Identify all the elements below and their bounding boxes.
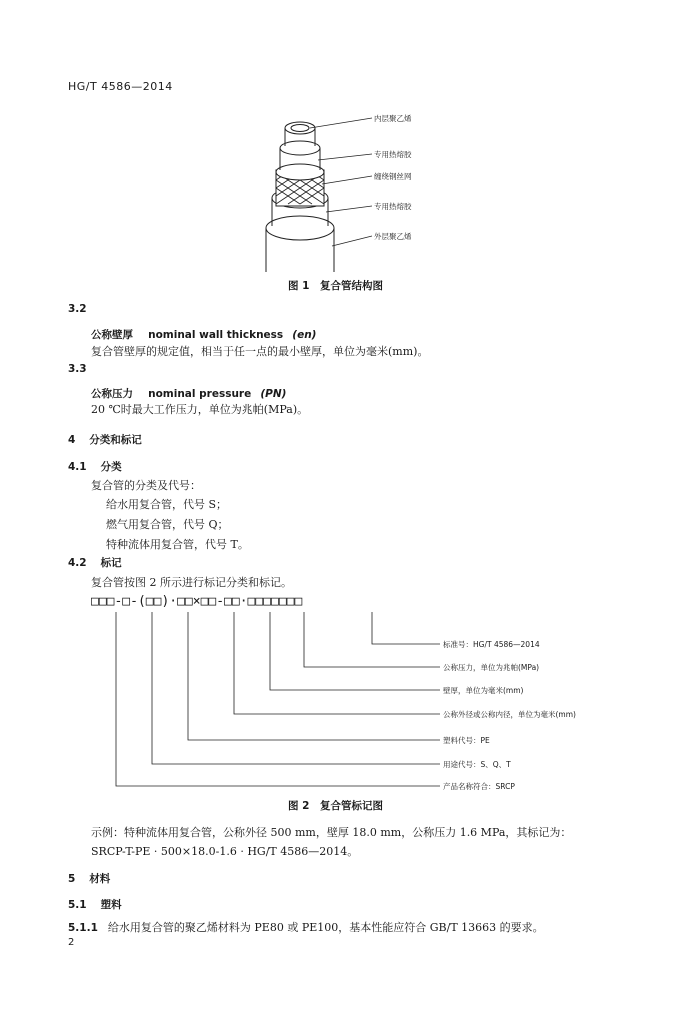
- figure1-caption: 图 1 复合管结构图: [288, 280, 383, 292]
- section-number: 4.2: [68, 557, 87, 569]
- page-number: 2: [68, 937, 75, 948]
- section-3-2-definition: 复合管壁厚的规定值，相当于任一点的最小壁厚，单位为毫米(mm)。: [91, 345, 429, 358]
- list-item: 特种流体用复合管，代号 T。: [106, 538, 249, 551]
- section-title: 分类: [100, 461, 122, 473]
- term-symbol: (en): [292, 329, 317, 341]
- fig1-label-adhesive-inner: 专用热熔胶: [374, 150, 412, 159]
- term-cn: 公称压力: [91, 388, 133, 400]
- section-number: 4: [68, 434, 76, 446]
- section-3-2-number: 3.2: [68, 303, 87, 315]
- section-number: 4.1: [68, 461, 87, 473]
- fig2-label-usage: 用途代号：S、Q、T: [443, 760, 511, 769]
- term-en: nominal pressure: [148, 388, 252, 400]
- fig2-label-plastic: 塑料代号：PE: [443, 736, 490, 745]
- fig2-label-standard: 标准号：HG/T 4586—2014: [443, 640, 540, 649]
- section-3-3-definition: 20 ℃时最大工作压力，单位为兆帕(MPa)。: [91, 403, 309, 416]
- section-3-3-number: 3.3: [68, 363, 87, 375]
- fig2-label-wall: 壁厚，单位为毫米(mm): [443, 686, 524, 695]
- fig2-label-pressure: 公称压力，单位为兆帕(MPa): [443, 663, 540, 672]
- term-cn: 公称壁厚: [91, 329, 133, 341]
- section-title: 塑料: [100, 899, 122, 911]
- list-item: 给水用复合管，代号 S；: [106, 498, 228, 511]
- section-number: 5.1: [68, 899, 87, 911]
- fig2-label-product: 产品名称符合：SRCP: [443, 782, 515, 791]
- section-5-heading: [68, 871, 110, 886]
- document-number: HG/T 4586—2014: [68, 80, 173, 93]
- example-text: 示例：特种流体用复合管，公称外径 500 mm，壁厚 18.0 mm，公称压力 1.6 MPa，其标记为：: [91, 826, 572, 839]
- fig1-label-outer-pe: 外层聚乙烯: [374, 232, 412, 241]
- section-5-1-1: [68, 916, 544, 935]
- section-4-2-intro: 复合管按图 2 所示进行标记分类和标记。: [91, 576, 292, 589]
- fig1-label-steel-mesh: 缠绕钢丝网: [374, 172, 412, 181]
- figure2-caption: 图 2 复合管标记图: [288, 800, 383, 812]
- fig1-label-inner-pe: 内层聚乙烯: [374, 114, 412, 123]
- section-number: 5.1.1: [68, 922, 98, 934]
- section-number: 5: [68, 873, 76, 885]
- fig2-label-diameter: 公称外径或公称内径，单位为毫米(mm): [443, 710, 576, 719]
- section-title: 材料: [89, 873, 111, 885]
- term-en: nominal wall thickness: [148, 329, 284, 341]
- example-marking: SRCP-T-PE · 500×18.0-1.6 · HG/T 4586—2014。: [91, 845, 359, 858]
- section-title: 分类和标记: [89, 434, 142, 446]
- section-title: 标记: [100, 557, 122, 569]
- marking-template: □□□-□-(□□)·□□×□□-□□·□□□□□□□: [91, 594, 303, 609]
- section-5-1-heading: [68, 897, 122, 912]
- section-text: 给水用复合管的聚乙烯材料为 PE80 或 PE100，基本性能应符合 GB/T 13663 的要求。: [107, 921, 544, 934]
- fig1-label-adhesive-outer: 专用热熔胶: [374, 202, 412, 211]
- section-4-1-intro: 复合管的分类及代号：: [91, 479, 201, 492]
- term-symbol: (PN): [260, 388, 287, 400]
- list-item: 燃气用复合管，代号 Q；: [106, 518, 229, 531]
